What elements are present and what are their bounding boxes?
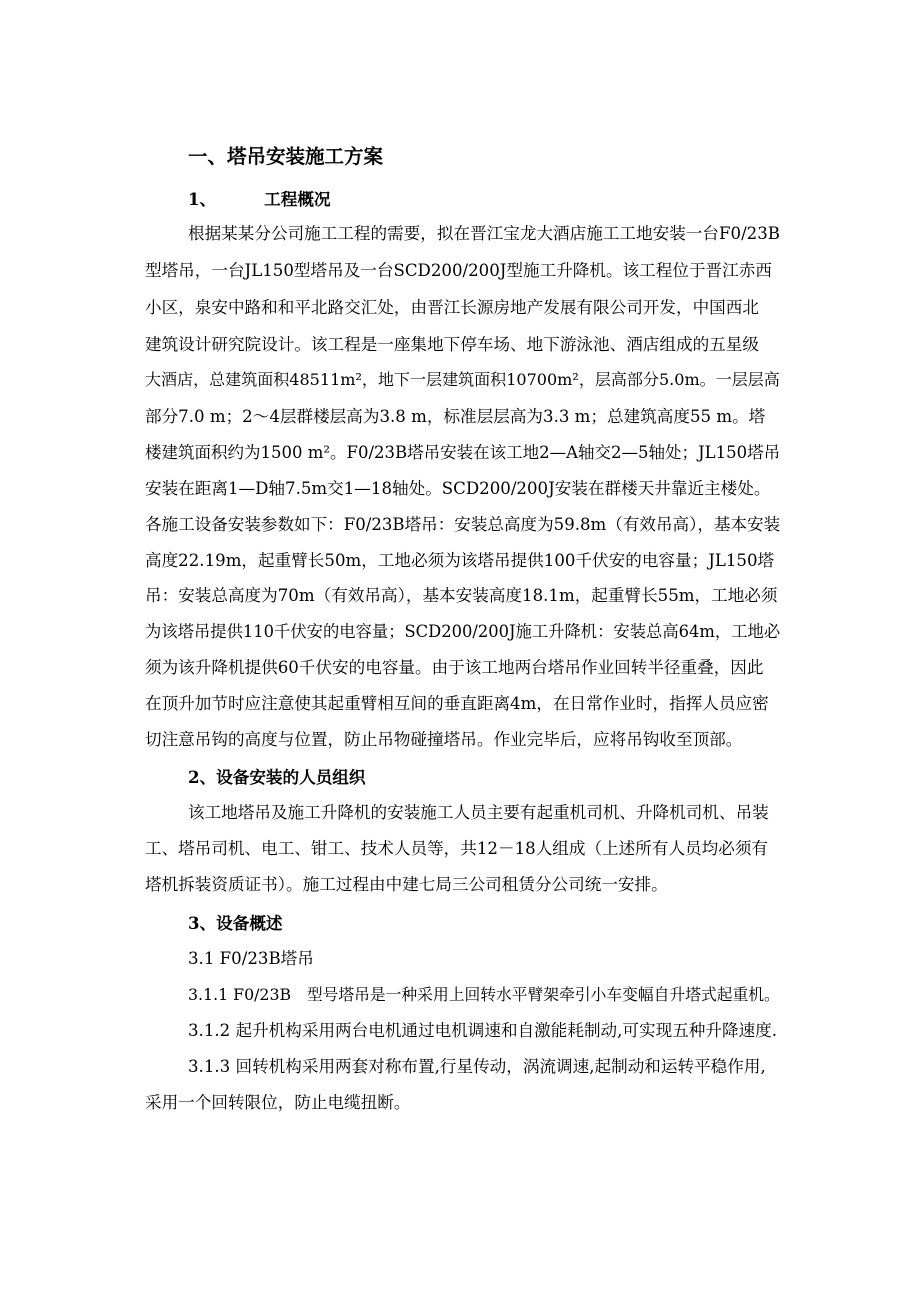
paragraph-line: 为该塔吊提供110千伏安的电容量；SCD200/200J施工升降机：安装总高64m，工地必 <box>145 622 781 641</box>
paragraph-line: 各施工设备安装参数如下：F0/23B塔吊：安装总高度为59.8m（有效吊高），基本安装 <box>145 515 781 534</box>
paragraph-line: 楼建筑面积约为1500 m²。F0/23B塔吊安装在该工地2—A轴交2—5轴处；JL150塔吊 <box>145 443 781 462</box>
paragraph-line: 小区，泉安中路和和平北路交汇处，由晋江长源房地产发展有限公司开发，中国西北 <box>145 298 759 317</box>
section-3-heading: 3、设备概述 <box>188 913 283 933</box>
paragraph-line: 高度22.19m，起重臂长50m，工地必须为该塔吊提供100千伏安的电容量；JL150塔 <box>145 551 775 570</box>
paragraph-line: 塔机拆装资质证书）。施工过程由中建七局三公司租赁分公司统一安排。 <box>145 875 668 894</box>
paragraph-line: 在顶升加节时应注意使其起重臂相互间的垂直距离4m，在日常作业时，指挥人员应密 <box>145 694 769 713</box>
paragraph-line: 大酒店，总建筑面积48511m²，地下一层建筑面积10700m²，层高部分5.0m。一层层高 <box>145 370 780 389</box>
paragraph-line: 吊：安装总高度为70m（有效吊高），基本安装高度18.1m，起重臂长55m，工地必须 <box>145 586 778 605</box>
paragraph-line: 3.1.3 回转机构采用两套对称布置,行星传动，涡流调速,起制动和运转平稳作用, <box>188 1057 766 1076</box>
paragraph-line: 安装在距离1—D轴7.5m交1—18轴处。SCD200/200J安装在群楼天井靠近主楼处。 <box>145 479 771 498</box>
paragraph-line: 该工地塔吊及施工升降机的安装施工人员主要有起重机司机、升降机司机、吊装 <box>188 803 769 822</box>
paragraph-line: 建筑设计研究院设计。该工程是一座集地下停车场、地下游泳池、酒店组成的五星级 <box>145 335 759 354</box>
paragraph-line: 须为该升降机提供60千伏安的电容量。由于该工地两台塔吊作业回转半径重叠，因此 <box>145 658 764 677</box>
subsection-heading: 3.1 F0/23B塔吊 <box>188 949 314 968</box>
section-1-number: 1、 <box>188 189 217 209</box>
paragraph-line: 切注意吊钩的高度与位置，防止吊物碰撞塔吊。作业完毕后，应将吊钩收至顶部。 <box>145 730 743 749</box>
paragraph-line: 3.1.2 起升机构采用两台电机通过电机调速和自激能耗制动,可实现五种升降速度. <box>188 1021 778 1040</box>
section-1-title: 工程概况 <box>264 189 331 209</box>
paragraph-line: 3.1.1 F0/23B 型号塔吊是一种采用上回转水平臂架牵引小车变幅自升塔式起重机。 <box>188 985 780 1004</box>
section-2-heading: 2、设备安装的人员组织 <box>188 767 366 787</box>
paragraph-line: 工、塔吊司机、电工、钳工、技术人员等，共12－18人组成（上述所有人员均必须有 <box>145 839 769 858</box>
section-1-heading <box>188 187 331 211</box>
paragraph-line: 型塔吊，一台JL150型塔吊及一台SCD200/200J型施工升降机。该工程位于晋江赤西 <box>145 261 772 280</box>
document-title: 一、塔吊安装施工方案 <box>188 145 384 168</box>
paragraph-line: 根据某某分公司施工工程的需要，拟在晋江宝龙大酒店施工工地安装一台F0/23B <box>188 224 780 243</box>
paragraph-line: 部分7.0 m；2～4层群楼层高为3.8 m，标准层层高为3.3 m；总建筑高度55 m。塔 <box>145 407 766 426</box>
paragraph-line: 采用一个回转限位，防止电缆扭断。 <box>145 1093 411 1112</box>
